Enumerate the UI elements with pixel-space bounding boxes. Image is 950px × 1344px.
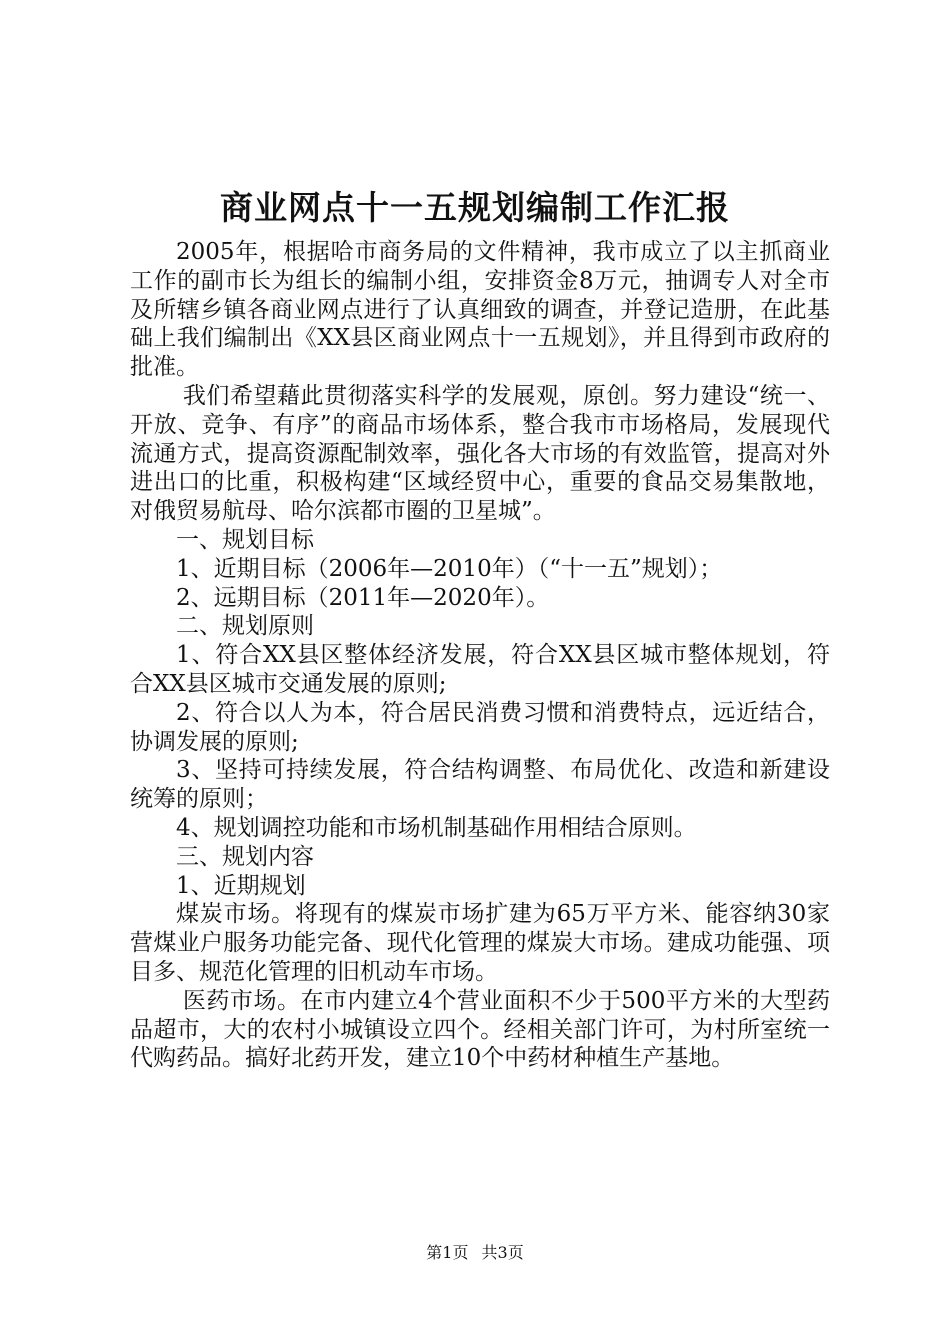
document-title: 商业网点十一五规划编制工作汇报 bbox=[220, 188, 730, 227]
document-body bbox=[130, 238, 830, 1073]
list-item-principle-4: 4、规划调控功能和市场机制基础作用相结合原则。 bbox=[176, 814, 697, 841]
paragraph-goals: 我们希望藉此贯彻落实科学的发展观，原创。努力建设“统一、开放、竞争、有序”的商品市场体系，整合我市市场格局，发展现代流通方式，提高资源配制效率，强化各大市场的有效监管，提高对外进出口的比重，积极构建“区域经贸中心，重要的食品交易集散地，对俄贸易航母、哈尔滨都市圈的卫星城”。 bbox=[130, 382, 830, 525]
heading-plan-principles: 二、规划原则 bbox=[176, 613, 314, 640]
heading-plan-content: 三、规划内容 bbox=[176, 843, 314, 870]
page-total: 共3页 bbox=[481, 1243, 524, 1262]
list-item-near-term: 1、近期目标（2006年—2010年）（“十一五”规划）； bbox=[176, 555, 723, 582]
paragraph-coal-market: 煤炭市场。将现有的煤炭市场扩建为65万平方米、能容纳30家营煤业户服务功能完备、现代化管理的煤炭大市场。建成功能强、项目多、规范化管理的旧机动车市场。 bbox=[130, 901, 830, 985]
list-item-long-term: 2、远期目标（2011年—2020年）。 bbox=[176, 584, 550, 611]
page-footer bbox=[0, 1243, 950, 1263]
paragraph-intro: 2005年，根据哈市商务局的文件精神，我市成立了以主抓商业工作的副市长为组长的编制小组，安排资金8万元，抽调专人对全市及所辖乡镇各商业网点进行了认真细致的调查，并登记造册，在此基础上我们编制出《XX县区商业网点十一五规划》，并且得到市政府的批准。 bbox=[130, 239, 830, 381]
subheading-near-term-plan: 1、近期规划 bbox=[176, 872, 306, 899]
list-item-principle-3: 3、坚持可持续发展，符合结构调整、布局优化、改造和新建设统筹的原则； bbox=[130, 757, 830, 813]
list-item-principle-1: 1、符合XX县区整体经济发展，符合XX县区城市整体规划，符合XX县区城市交通发展的原则; bbox=[130, 642, 830, 697]
paragraph-pharma-market: 医药市场。在市内建立4个营业面积不少于500平方米的大型药品超市，大的农村小城镇设立四个。经相关部门许可，为村所室统一代购药品。搞好北药开发，建立10个中药材种植生产基地。 bbox=[130, 987, 830, 1072]
page-number: 第1页 bbox=[426, 1243, 469, 1262]
list-item-principle-2: 2、符合以人为本，符合居民消费习惯和消费特点，远近结合，协调发展的原则; bbox=[130, 699, 830, 755]
heading-plan-targets: 一、规划目标 bbox=[176, 526, 314, 553]
